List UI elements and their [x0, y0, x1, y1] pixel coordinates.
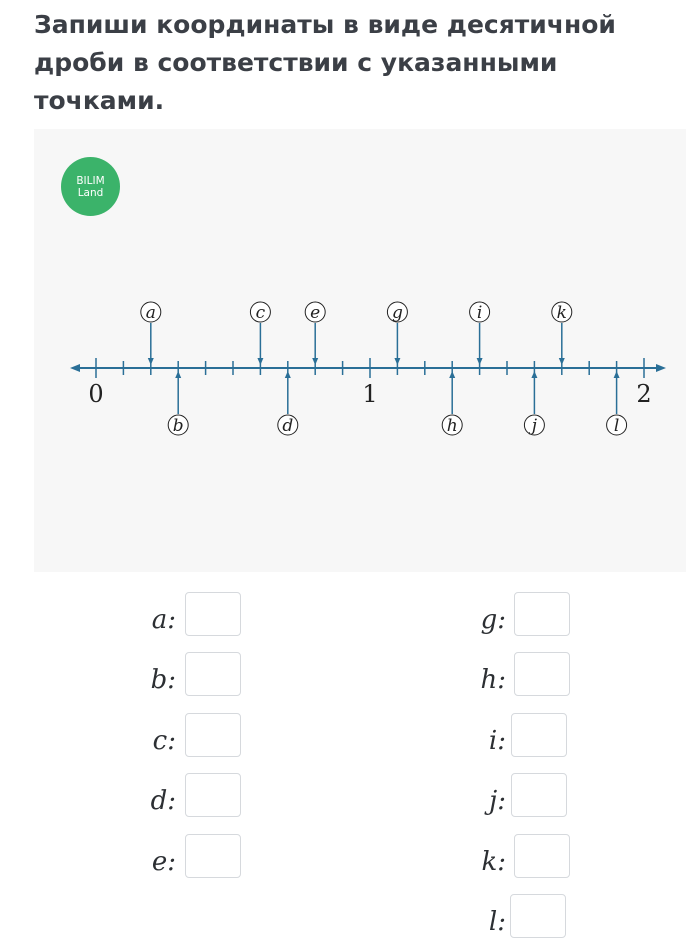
point-label: h: [446, 416, 458, 436]
point-arrowhead: [531, 371, 537, 378]
answer-label-l: l:: [488, 907, 506, 937]
logo-line-2: Land: [77, 186, 104, 199]
axis-arrow-right: [656, 364, 666, 372]
answer-input-e[interactable]: [185, 834, 241, 878]
answer-label-k: k:: [481, 847, 506, 877]
answer-input-l[interactable]: [510, 894, 566, 938]
tick-label: 0: [88, 380, 104, 408]
point-arrowhead: [257, 358, 263, 365]
point-label: k: [556, 303, 567, 323]
answer-label-b: b:: [150, 665, 176, 695]
point-arrowhead: [477, 358, 483, 365]
point-arrowhead: [614, 371, 620, 378]
answer-label-h: h:: [480, 665, 506, 695]
point-label: g: [391, 303, 403, 323]
point-arrowhead: [285, 371, 291, 378]
tick-label: 2: [636, 380, 652, 408]
answer-label-j: j:: [489, 786, 506, 816]
answer-label-g: g:: [480, 605, 506, 635]
answer-input-b[interactable]: [185, 652, 241, 696]
point-arrowhead: [559, 358, 565, 365]
answer-input-d[interactable]: [185, 773, 241, 817]
point-label: j: [531, 416, 538, 436]
answer-label-i: i:: [488, 726, 506, 756]
answer-input-a[interactable]: [185, 592, 241, 636]
answer-label-a: a:: [151, 605, 176, 635]
point-arrowhead: [394, 358, 400, 365]
answer-input-i[interactable]: [511, 713, 567, 757]
number-line: [34, 129, 686, 572]
answer-input-j[interactable]: [511, 773, 567, 817]
answer-input-h[interactable]: [514, 652, 570, 696]
answer-input-c[interactable]: [185, 713, 241, 757]
tick-label: 1: [362, 380, 378, 408]
point-arrowhead: [175, 371, 181, 378]
answer-input-k[interactable]: [514, 834, 570, 878]
answer-label-d: d:: [150, 786, 176, 816]
logo-line-1: BILIM: [76, 174, 105, 187]
point-label: a: [145, 303, 156, 323]
point-label: b: [172, 416, 184, 436]
point-label: i: [476, 303, 483, 323]
point-label: c: [255, 303, 266, 323]
point-label: l: [613, 416, 620, 436]
point-arrowhead: [148, 358, 154, 365]
point-label: d: [282, 416, 294, 436]
point-arrowhead: [449, 371, 455, 378]
point-label: e: [310, 303, 321, 323]
answer-label-e: e:: [151, 847, 176, 877]
point-arrowhead: [312, 358, 318, 365]
axis-arrow-left: [70, 364, 80, 372]
answer-input-g[interactable]: [514, 592, 570, 636]
answer-label-c: c:: [152, 726, 176, 756]
task-title: Запиши координаты в виде десятичной дроби в соответствии с указанными точками.: [34, 10, 616, 115]
